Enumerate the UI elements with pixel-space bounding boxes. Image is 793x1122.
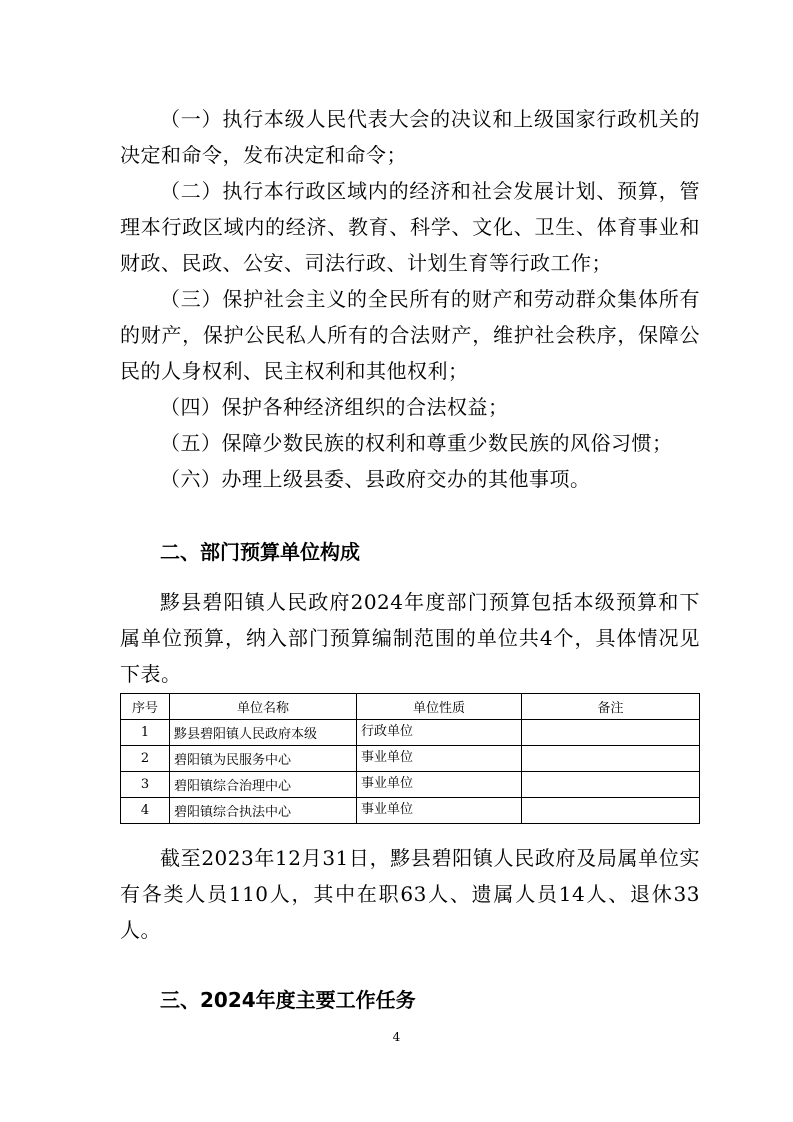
- section2-intro: 黟县碧阳镇人民政府2024年度部门预算包括本级预算和下属单位预算，纳入部门预算编制范围的单位共4个，具体情况见下表。: [120, 590, 700, 686]
- section-heading-2: 二、部门预算单位构成: [160, 540, 360, 564]
- cell-note: [522, 798, 700, 824]
- cell-name: 碧阳镇为民服务中心: [170, 746, 357, 772]
- cell-note: [522, 720, 700, 746]
- cell-no: 4: [121, 798, 170, 824]
- cell-type: 行政单位: [357, 720, 522, 746]
- cell-name: 碧阳镇综合执法中心: [170, 798, 357, 824]
- units-table: [120, 693, 700, 824]
- cell-type: 事业单位: [357, 746, 522, 772]
- table-header-row: [121, 694, 700, 720]
- cell-name: 碧阳镇综合治理中心: [170, 772, 357, 798]
- header-no: 序号: [121, 694, 170, 720]
- cell-note: [522, 772, 700, 798]
- paragraph-item-2: （二）执行本行政区域内的经济和社会发展计划、预算，管理本行政区域内的经济、教育、科学、文化、卫生、体育事业和财政、民政、公安、司法行政、计划生育等行政工作；: [120, 179, 700, 275]
- page-number: 4: [392, 1030, 401, 1044]
- table-row: [121, 772, 700, 798]
- cell-no: 1: [121, 720, 170, 746]
- paragraph-item-4: （四）保护各种经济组织的合法权益；: [160, 395, 509, 419]
- cell-name: 黟县碧阳镇人民政府本级: [170, 720, 357, 746]
- cell-no: 3: [121, 772, 170, 798]
- header-type: 单位性质: [357, 694, 522, 720]
- section-heading-3: 三、2024年度主要工作任务: [160, 988, 416, 1012]
- paragraph-item-6: （六）办理上级县委、县政府交办的其他事项。: [160, 467, 591, 491]
- paragraph-item-5: （五）保障少数民族的权利和尊重少数民族的风俗习惯；: [160, 431, 673, 455]
- cell-note: [522, 746, 700, 772]
- table-row: [121, 798, 700, 824]
- header-name: 单位名称: [170, 694, 357, 720]
- paragraph-item-3: （三）保护社会主义的全民所有的财产和劳动群众集体所有的财产，保护公民私人所有的合法财产，维护社会秩序，保障公民的人身权利、民主权利和其他权利；: [120, 287, 700, 383]
- table-row: [121, 746, 700, 772]
- cell-no: 2: [121, 746, 170, 772]
- cell-type: 事业单位: [357, 772, 522, 798]
- staff-paragraph: 截至2023年12月31日，黟县碧阳镇人民政府及局属单位实有各类人员110人，其中在职63人、遗属人员14人、退休33人。: [120, 846, 700, 942]
- table-row: [121, 720, 700, 746]
- cell-type: 事业单位: [357, 798, 522, 824]
- paragraph-item-1: （一）执行本级人民代表大会的决议和上级国家行政机关的决定和命令，发布决定和命令；: [120, 107, 700, 167]
- header-note: 备注: [522, 694, 700, 720]
